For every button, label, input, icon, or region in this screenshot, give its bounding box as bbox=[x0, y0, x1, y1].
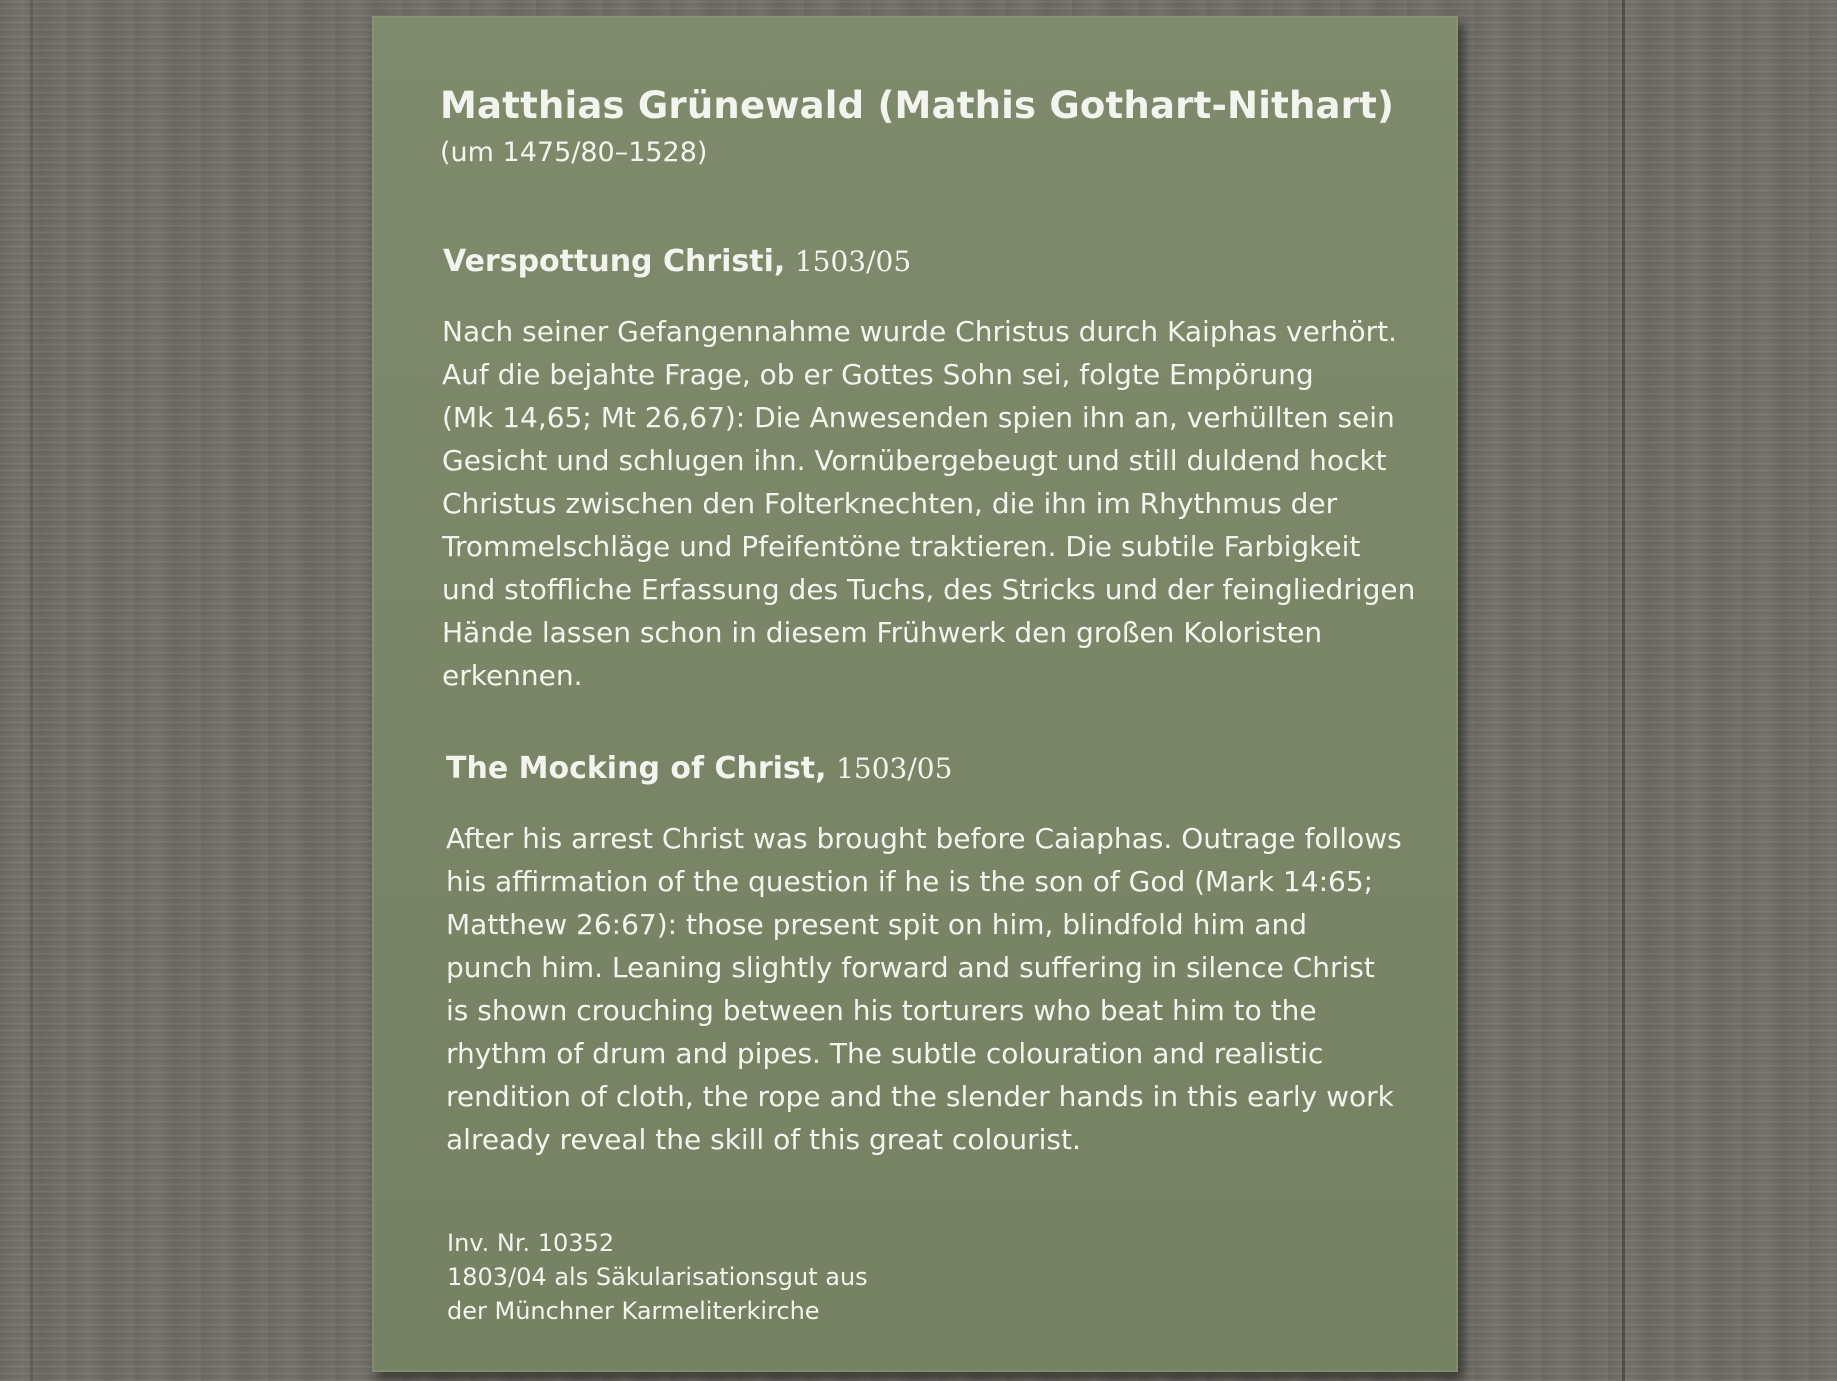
english-work-title: The Mocking of Christ, bbox=[446, 751, 827, 786]
english-description-line: After his arrest Christ was brought before Caiaphas. Outrage follows bbox=[446, 822, 1402, 855]
german-description-line: (Mk 14,65; Mt 26,67): Die Anwesenden spien ihn an, verhüllten sein bbox=[442, 401, 1395, 434]
german-description-line: Nach seiner Gefangennahme wurde Christus durch Kaiphas verhört. bbox=[442, 315, 1398, 348]
wallpaper-seam bbox=[1622, 0, 1625, 1381]
english-description-line: rhythm of drum and pipes. The subtle colouration and realistic bbox=[446, 1037, 1324, 1070]
english-description-line: already reveal the skill of this great colourist. bbox=[446, 1123, 1081, 1156]
english-description bbox=[446, 817, 1402, 1161]
german-work-date: 1503/05 bbox=[794, 245, 912, 278]
german-description-line: erkennen. bbox=[442, 659, 583, 692]
german-title-line bbox=[443, 244, 911, 279]
german-description bbox=[442, 310, 1415, 697]
english-description-line: is shown crouching between his torturers who beat him to the bbox=[446, 994, 1317, 1027]
artist-name: Matthias Grünewald (Mathis Gothart-Nithart) bbox=[440, 84, 1395, 127]
german-description-line: Gesicht und schlugen ihn. Vornübergebeugt und still duldend hockt bbox=[442, 444, 1387, 477]
provenance-line: der Münchner Karmeliterkirche bbox=[447, 1297, 820, 1325]
german-description-line: Auf die bejahte Frage, ob er Gottes Sohn sei, folgte Empörung bbox=[442, 358, 1314, 391]
provenance-line: 1803/04 als Säkularisationsgut aus bbox=[447, 1263, 868, 1291]
english-description-line: his affirmation of the question if he is the son of God (Mark 14:65; bbox=[446, 865, 1374, 898]
artist-dates: (um 1475/80–1528) bbox=[440, 137, 708, 168]
german-description-line: Christus zwischen den Folterknechten, die ihn im Rhythmus der bbox=[442, 487, 1338, 520]
english-description-line: Matthew 26:67): those present spit on him, blindfold him and bbox=[446, 908, 1307, 941]
wallpaper-seam bbox=[30, 0, 33, 1381]
english-work-date: 1503/05 bbox=[836, 752, 953, 785]
english-description-line: rendition of cloth, the rope and the slender hands in this early work bbox=[446, 1080, 1394, 1113]
english-title-line bbox=[446, 751, 952, 786]
german-description-line: und stoffliche Erfassung des Tuchs, des Stricks und der feingliedrigen bbox=[442, 573, 1416, 606]
german-description-line: Hände lassen schon in diesem Frühwerk den großen Koloristen bbox=[442, 616, 1323, 649]
german-work-title: Verspottung Christi, bbox=[443, 244, 786, 279]
english-description-line: punch him. Leaning slightly forward and suffering in silence Christ bbox=[446, 951, 1375, 984]
provenance-footer bbox=[447, 1226, 868, 1328]
inventory-number: Inv. Nr. 10352 bbox=[447, 1229, 615, 1257]
museum-label-panel bbox=[372, 16, 1458, 1372]
german-description-line: Trommelschläge und Pfeifentöne traktieren. Die subtile Farbigkeit bbox=[442, 530, 1361, 563]
